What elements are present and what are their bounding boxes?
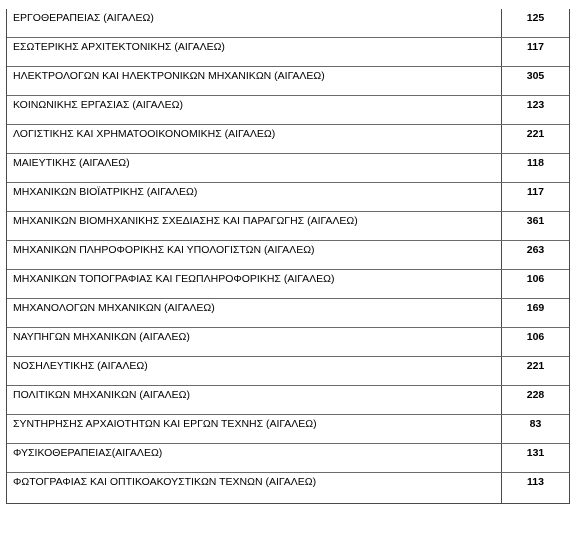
department-name: ΦΩΤΟΓΡΑΦΙΑΣ ΚΑΙ ΟΠΤΙΚΟΑΚΟΥΣΤΙΚΩΝ ΤΕΧΝΩΝ (ΑΙΓΑΛΕΩ) — [7, 473, 502, 503]
department-name: ΜΗΧΑΝΙΚΩΝ ΤΟΠΟΓΡΑΦΙΑΣ ΚΑΙ ΓΕΩΠΛΗΡΟΦΟΡΙΚΗΣ (ΑΙΓΑΛΕΩ) — [7, 270, 502, 298]
table-row — [7, 386, 569, 415]
department-name: ΜΗΧΑΝΙΚΩΝ ΠΛΗΡΟΦΟΡΙΚΗΣ ΚΑΙ ΥΠΟΛΟΓΙΣΤΩΝ (ΑΙΓΑΛΕΩ) — [7, 241, 502, 269]
department-value: 106 — [526, 273, 545, 285]
department-name: ΛΟΓΙΣΤΙΚΗΣ ΚΑΙ ΧΡΗΜΑΤΟΟΙΚΟΝΟΜΙΚΗΣ (ΑΙΓΑΛΕΩ) — [7, 125, 502, 153]
department-value: 263 — [526, 244, 545, 256]
table-row — [7, 125, 569, 154]
department-value: 118 — [527, 157, 544, 169]
department-value: 106 — [526, 331, 545, 343]
department-value: 117 — [527, 186, 544, 198]
table-row — [7, 96, 569, 125]
department-value: 83 — [529, 418, 542, 430]
department-value: 169 — [526, 302, 545, 314]
department-value: 123 — [526, 99, 545, 111]
department-value: 113 — [527, 476, 544, 488]
department-name: ΠΟΛΙΤΙΚΩΝ ΜΗΧΑΝΙΚΩΝ (ΑΙΓΑΛΕΩ) — [7, 386, 502, 414]
department-name: ΕΡΓΟΘΕΡΑΠΕΙΑΣ (ΑΙΓΑΛΕΩ) — [7, 9, 502, 37]
table-row — [7, 473, 569, 503]
department-name: ΜΗΧΑΝΙΚΩΝ ΒΙΟΪΑΤΡΙΚΗΣ (ΑΙΓΑΛΕΩ) — [7, 183, 502, 211]
department-name: ΜΑΙΕΥΤΙΚΗΣ (ΑΙΓΑΛΕΩ) — [7, 154, 502, 182]
table-row — [7, 328, 569, 357]
department-value: 131 — [526, 447, 545, 459]
department-name: ΦΥΣΙΚΟΘΕΡΑΠΕΙΑΣ(ΑΙΓΑΛΕΩ) — [7, 444, 502, 472]
department-name: ΜΗΧΑΝΟΛΟΓΩΝ ΜΗΧΑΝΙΚΩΝ (ΑΙΓΑΛΕΩ) — [7, 299, 502, 327]
table-row — [7, 415, 569, 444]
table-row — [7, 67, 569, 96]
table-row — [7, 9, 569, 38]
department-name: ΚΟΙΝΩΝΙΚΗΣ ΕΡΓΑΣΙΑΣ (ΑΙΓΑΛΕΩ) — [7, 96, 502, 124]
department-name: ΝΑΥΠΗΓΩΝ ΜΗΧΑΝΙΚΩΝ (ΑΙΓΑΛΕΩ) — [7, 328, 502, 356]
table-row — [7, 154, 569, 183]
department-value: 221 — [526, 360, 545, 372]
departments-table — [6, 9, 570, 504]
table-row — [7, 299, 569, 328]
table-row — [7, 270, 569, 299]
department-name: ΣΥΝΤΗΡΗΣΗΣ ΑΡΧΑΙΟΤΗΤΩΝ ΚΑΙ ΕΡΓΩΝ ΤΕΧΝΗΣ (ΑΙΓΑΛΕΩ) — [7, 415, 502, 443]
department-value: 125 — [526, 12, 545, 24]
department-name: ΝΟΣΗΛΕΥΤΙΚΗΣ (ΑΙΓΑΛΕΩ) — [7, 357, 502, 385]
table-row — [7, 444, 569, 473]
department-value: 228 — [526, 389, 545, 401]
department-name: ΜΗΧΑΝΙΚΩΝ ΒΙΟΜΗΧΑΝΙΚΗΣ ΣΧΕΔΙΑΣΗΣ ΚΑΙ ΠΑΡΑΓΩΓΗΣ (ΑΙΓΑΛΕΩ) — [7, 212, 502, 240]
department-name: ΗΛΕΚΤΡΟΛΟΓΩΝ ΚΑΙ ΗΛΕΚΤΡΟΝΙΚΩΝ ΜΗΧΑΝΙΚΩΝ (ΑΙΓΑΛΕΩ) — [7, 67, 502, 95]
table-row — [7, 357, 569, 386]
table-row — [7, 38, 569, 67]
table-row — [7, 241, 569, 270]
department-value: 305 — [526, 70, 545, 82]
department-name: ΕΣΩΤΕΡΙΚΗΣ ΑΡΧΙΤΕΚΤΟΝΙΚΗΣ (ΑΙΓΑΛΕΩ) — [7, 38, 502, 66]
department-value: 361 — [526, 215, 545, 227]
department-value: 221 — [526, 128, 545, 140]
table-row — [7, 212, 569, 241]
table-row — [7, 183, 569, 212]
department-value: 117 — [527, 41, 544, 53]
